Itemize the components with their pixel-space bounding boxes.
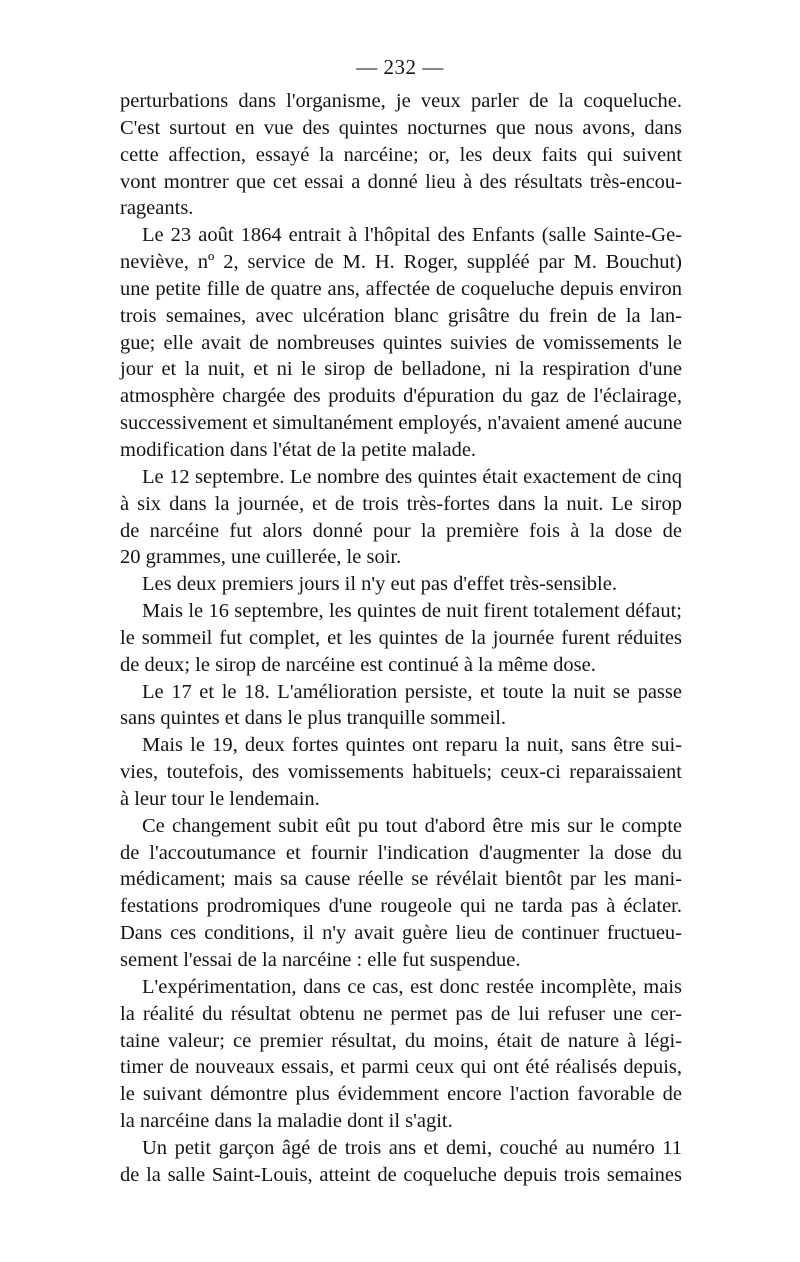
text-line: rageants. <box>120 197 194 220</box>
text-line: 20 grammes, une cuillerée, le soir. <box>120 546 402 569</box>
text-line: Mais le 16 septembre, les quintes de nuit firent totalement défaut; <box>142 600 682 623</box>
text-line: jour et la nuit, et ni le sirop de belladone, ni la respiration d'une <box>120 358 682 381</box>
text-line: de narcéine fut alors donné pour la première fois à la dose de <box>120 519 682 542</box>
text-line: cette affection, essayé la narcéine; or, les deux faits qui suivent <box>120 143 682 166</box>
text-line: Le 23 août 1864 entrait à l'hôpital des Enfants (salle Sainte-Ge- <box>142 224 682 247</box>
text-line: médicament; mais sa cause réelle se révélait bientôt par les mani- <box>120 868 682 891</box>
text-line: Ce changement subit eût pu tout d'abord être mis sur le compte <box>142 814 682 837</box>
text-line: à leur tour le lendemain. <box>120 787 320 810</box>
text-line: Dans ces conditions, il n'y avait guère lieu de continuer fructueu- <box>120 922 682 945</box>
text-line: sement l'essai de la narcéine : elle fut suspendue. <box>120 949 521 971</box>
text-line: vont montrer que cet essai a donné lieu à des résultats très-encou- <box>120 170 682 193</box>
text-line: le suivant démontre plus évidemment encore l'action favorable de <box>120 1083 682 1106</box>
text-line: successivement et simultanément employés, n'avaient amené aucune <box>120 412 683 435</box>
text-line: à six dans la journée, et de trois très-fortes dans la nuit. Le sirop <box>120 492 682 515</box>
text-line: gue; elle avait de nombreuses quintes suivies de vomissements le <box>120 331 682 354</box>
text-line: atmosphère chargée des produits d'épuration du gaz de l'éclairage, <box>120 385 682 408</box>
text-line: Les deux premiers jours il n'y eut pas d'effet très-sensible. <box>142 573 617 596</box>
text-line: trois semaines, avec ulcération blanc grisâtre du frein de la lan- <box>120 304 682 327</box>
text-line: festations prodromiques d'une rougeole qui ne tarda pas à éclater. <box>120 895 682 918</box>
text-line: le sommeil fut complet, et les quintes de la journée furent réduites <box>120 626 682 649</box>
text-line: une petite fille de quatre ans, affectée de coqueluche depuis environ <box>120 277 682 300</box>
text-line: de l'accoutumance et fournir l'indication d'augmenter la dose du <box>120 841 682 864</box>
text-line: perturbations dans l'organisme, je veux parler de la coqueluche. <box>120 90 682 112</box>
text-line: Mais le 19, deux fortes quintes ont reparu la nuit, sans être sui- <box>142 734 682 757</box>
text-line: vies, toutefois, des vomissements habituels; ceux-ci reparaissaient <box>120 761 682 784</box>
text-line: la narcéine dans la maladie dont il s'agit. <box>120 1110 453 1133</box>
body-text <box>120 88 682 1189</box>
text-line: la réalité du résultat obtenu ne permet pas de lui refuser une cer- <box>120 1002 682 1025</box>
text-line: Le 17 et le 18. L'amélioration persiste, et toute la nuit se passe <box>142 680 682 703</box>
text-line: sans quintes et dans le plus tranquille sommeil. <box>120 707 507 730</box>
page-number: — 232 — <box>356 55 444 79</box>
text-line: modification dans l'état de la petite malade. <box>120 438 477 461</box>
text-line: de la salle Saint-Louis, atteint de coqueluche depuis trois semaines <box>120 1163 682 1186</box>
text-line: C'est surtout en vue des quintes nocturnes que nous avons, dans <box>120 116 682 139</box>
text-line: Le 12 septembre. Le nombre des quintes était exactement de cinq <box>142 465 682 488</box>
text-line: taine valeur; ce premier résultat, du moins, était de nature à légi- <box>120 1029 682 1052</box>
text-line: neviève, nº 2, service de M. H. Roger, suppléé par M. Bouchut) <box>120 251 682 274</box>
text-line: de deux; le sirop de narcéine est continué à la même dose. <box>120 653 596 676</box>
text-line: timer de nouveaux essais, et parmi ceux qui ont été réalisés depuis, <box>120 1056 682 1079</box>
text-line: L'expérimentation, dans ce cas, est donc restée incomplète, mais <box>142 975 682 998</box>
text-line: Un petit garçon âgé de trois ans et demi, couché au numéro 11 <box>142 1136 682 1159</box>
